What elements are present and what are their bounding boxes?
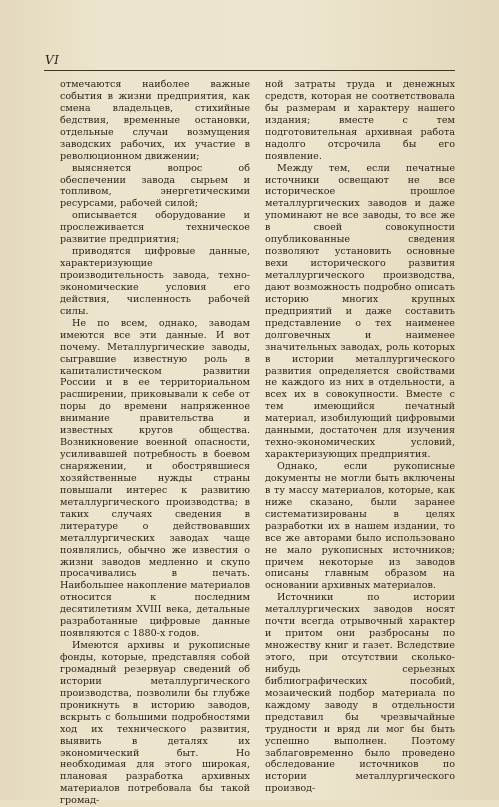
paragraph: Между тем, если печатные источники освещают не все историческое прошлое металлургических заводов и даже упоминают не все заводы, то все же в своей совокупности опубликованные сведения позволяют установить основные вехи исторического развития металлургического производства, дают возможность подробно описать историю многих крупных предприятий и даже составить представление о тех наименее долговечных и наименее значительных заводах, роль которых в истории металлургического развития определяется свойствами не каждого из них в отдельности, а всех их в совокупности. Вместе с тем имеющийся печатный материал, изобилующий цифровыми данными, достаточен для изучения техно-экономических условий, характеризующих предприятия. xyxy=(265,162,455,461)
paragraph: Однако, если рукописные документы не могли быть включены в ту массу материалов, которые, как ниже сказано, были заранее систематизированы в целях разработки их в нашем издании, то все же авторами было использовано не мало рукописных источников; причем некоторые из заводов описаны главным образом на основании архивных материалов. xyxy=(265,461,455,592)
paragraph: выясняется вопрос об обеспечении завода сырьем и топливом, энергетическими ресурсами, рабочей силой; xyxy=(60,162,250,210)
header-rule xyxy=(44,70,455,71)
paragraph: Источники по истории металлургических заводов носят почти всегда отрывочный характер и притом они разбросаны по множеству книг и газет. Вследствие этого, при отсутствии сколько-нибудь серьезных библиографических пособий, мозаический подбор материала по каждому заводу в отдельности представил бы чрезвычайные трудности и вряд ли мог бы быть успешно выполнен. Поэтому заблаговременно было проведено обследование источников по истории металлургического производ- xyxy=(265,592,455,795)
paragraph: приводятся цифровые данные, характеризующие производительность завода, техно-экономические условия его действия, численность рабочей силы. xyxy=(60,246,250,317)
paragraph: отмечаются наиболее важные события в жизни предприятия, как смена владельцев, стихийные бедствия, временные остановки, отдельные случаи возмущения заводских рабочих, их участие в революционном движении; xyxy=(60,79,250,162)
page-number: VI xyxy=(45,53,60,67)
paragraph: ной затраты труда и денежных средств, которая не соответствовала бы размерам и характеру нашего издания; вместе с тем подготовительная архивная работа надолго отсрочила бы его появление. xyxy=(265,79,455,162)
paragraph: описывается оборудование и прослеживается техническое развитие предприятия; xyxy=(60,210,250,246)
paragraph: Имеются архивы и рукописные фонды, которые, представляя собой громадный резервуар сведений об истории металлургического производства, позволили бы глубже проникнуть в историю заводов, вскрыть с большими подробностями ход их технического развития, выявить в деталях их экономический быт. Но необходимая для этого широкая, плановая разработка архивных материалов потребовала бы такой громад- xyxy=(60,640,250,807)
right-column xyxy=(265,79,455,807)
left-column xyxy=(60,79,250,807)
paragraph: Не по всем, однако, заводам имеются все эти данные. И вот почему. Металлургические заводы, сыгравшие известную роль в капиталистическом развитии России и в ее территориальном расширении, приковывали к себе от поры до времени напряженное внимание правительства и известных кругов общества. Возникновение военной опасности, усиливавшей потребность в боевом снаряжении, и обострявшиеся хозяйственные нужды страны повышали интерес к развитию металлургического производства; в таких случаях сведения в литературе о действовавших металлургических заводах чаще появлялись, обычно же известия о жизни заводов медленно и скупо просачивались в печать. Наибольшее накопление материалов относится к последним десятилетиям XVIII века, детальные разработанные цифровые данные появляются с 1880-х годов. xyxy=(60,317,250,640)
text-columns xyxy=(60,79,455,807)
